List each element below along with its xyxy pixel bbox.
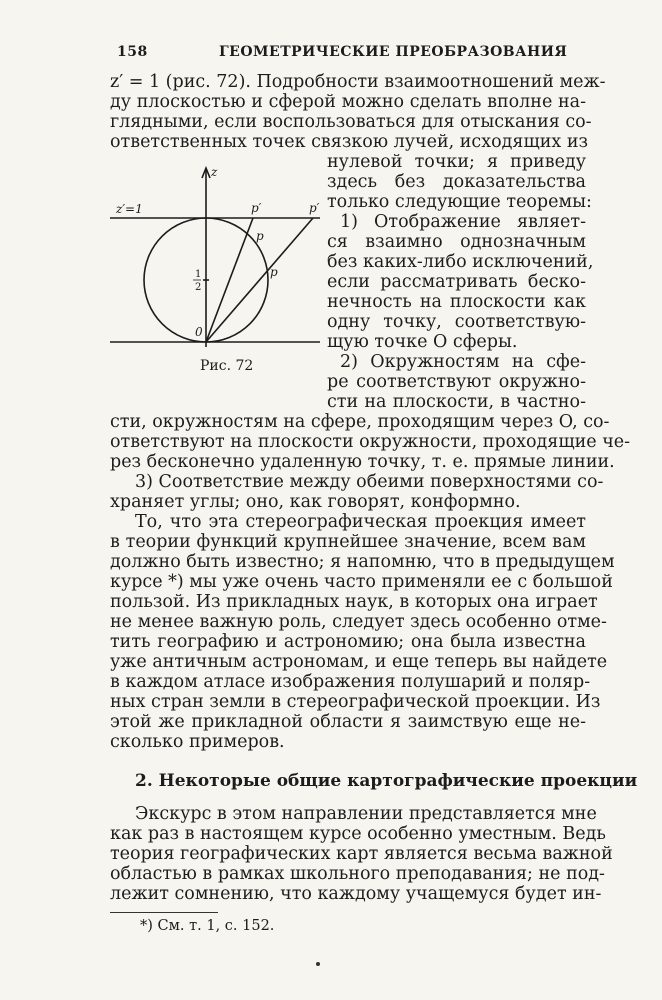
text-line: должно быть известно; я напомню, что в предыдущем bbox=[110, 552, 615, 572]
text-line: щую точке O сферы. bbox=[327, 332, 518, 352]
running-header bbox=[117, 44, 607, 66]
page-number: 158 bbox=[117, 44, 148, 60]
label-p-2: p bbox=[270, 265, 278, 279]
label-p-1: p bbox=[256, 229, 264, 243]
text-line: как раз в настоящем курсе особенно уместным. Ведь bbox=[110, 824, 606, 844]
label-p-prime-2: p′ bbox=[309, 201, 320, 215]
text-line: курсе *) мы уже очень часто применяли ее с большой bbox=[110, 572, 613, 592]
text-line: рез бесконечно удаленную точку, т. е. прямые линии. bbox=[110, 452, 615, 472]
text-line: Экскурс в этом направлении представляется мне bbox=[135, 804, 597, 824]
projection-ray-1 bbox=[206, 218, 253, 342]
label-half-denominator: 2 bbox=[195, 282, 202, 293]
label-origin: 0 bbox=[195, 325, 203, 339]
text-line: если рассматривать беско- bbox=[327, 272, 586, 292]
text-line: теория географических карт является весьма важной bbox=[110, 844, 613, 864]
stereographic-projection-figure bbox=[108, 160, 323, 355]
label-p-prime-1: p′ bbox=[251, 201, 262, 215]
text-line: в каждом атласе изображения полушарий и поляр- bbox=[110, 672, 591, 692]
text-line: ся взаимно однозначным bbox=[327, 232, 586, 252]
text-line: ду плоскостью и сферой можно сделать вполне на- bbox=[110, 92, 586, 112]
text-line: ответственных точек связкою лучей, исходящих из bbox=[110, 132, 589, 152]
text-line: 1) Отображение являет- bbox=[340, 212, 586, 232]
text-line: храняет углы; оно, как говорят, конформно. bbox=[110, 492, 521, 512]
text-line: этой же прикладной области я заимствую еще не- bbox=[110, 712, 586, 732]
text-line: здесь без доказательства bbox=[327, 172, 586, 192]
text-line: сти на плоскости, в частно- bbox=[327, 392, 586, 412]
text-line: ответствуют на плоскости окружности, проходящие че- bbox=[110, 432, 631, 452]
text-line: нечность на плоскости как bbox=[327, 292, 586, 312]
section-heading: 2. Некоторые общие картографические проекции bbox=[135, 771, 638, 791]
text-line: ных стран земли в стереографической проекции. Из bbox=[110, 692, 601, 712]
text-line: нулевой точки; я приведу bbox=[327, 152, 586, 172]
text-line: лежит сомнению, что каждому учащемуся будет ин- bbox=[110, 884, 602, 904]
text-line: не менее важную роль, следует здесь особенно отме- bbox=[110, 612, 607, 632]
text-line: z′ = 1 (рис. 72). Подробности взаимоотношений меж- bbox=[110, 72, 606, 92]
running-title: ГЕОМЕТРИЧЕСКИЕ ПРЕОБРАЗОВАНИЯ bbox=[219, 44, 568, 60]
text-line: в теории функций крупнейшее значение, всем вам bbox=[110, 532, 586, 552]
footnote-rule bbox=[110, 912, 218, 913]
figure-caption: Рис. 72 bbox=[200, 358, 254, 374]
text-line: глядными, если воспользоваться для отыскания со- bbox=[110, 112, 592, 132]
text-line: То, что эта стереографическая проекция имеет bbox=[135, 512, 586, 532]
text-line: сти, окружностям на сфере, проходящим через O, со- bbox=[110, 412, 610, 432]
label-plane: z′=1 bbox=[116, 202, 143, 216]
text-line: областью в рамках школьного преподавания; не под- bbox=[110, 864, 605, 884]
text-line: только следующие теоремы: bbox=[327, 192, 592, 212]
label-half-numerator: 1 bbox=[195, 269, 202, 280]
text-line: 2) Окружностям на сфе- bbox=[340, 352, 586, 372]
text-line: пользой. Из прикладных наук, в которых она играет bbox=[110, 592, 598, 612]
text-line: без каких-либо исключений, bbox=[327, 252, 594, 272]
text-line: ре соответствуют окружно- bbox=[327, 372, 586, 392]
text-line: 3) Соответствие между обеими поверхностями со- bbox=[135, 472, 604, 492]
text-line: уже античным астрономам, и еще теперь вы найдете bbox=[110, 652, 608, 672]
text-line: сколько примеров. bbox=[110, 732, 285, 752]
text-line: тить географию и астрономию; она была известна bbox=[110, 632, 586, 652]
label-axis: z bbox=[211, 165, 218, 179]
print-speck bbox=[316, 962, 320, 966]
footnote: *) См. т. 1, с. 152. bbox=[140, 918, 275, 934]
text-line: одну точку, соответствую- bbox=[327, 312, 586, 332]
